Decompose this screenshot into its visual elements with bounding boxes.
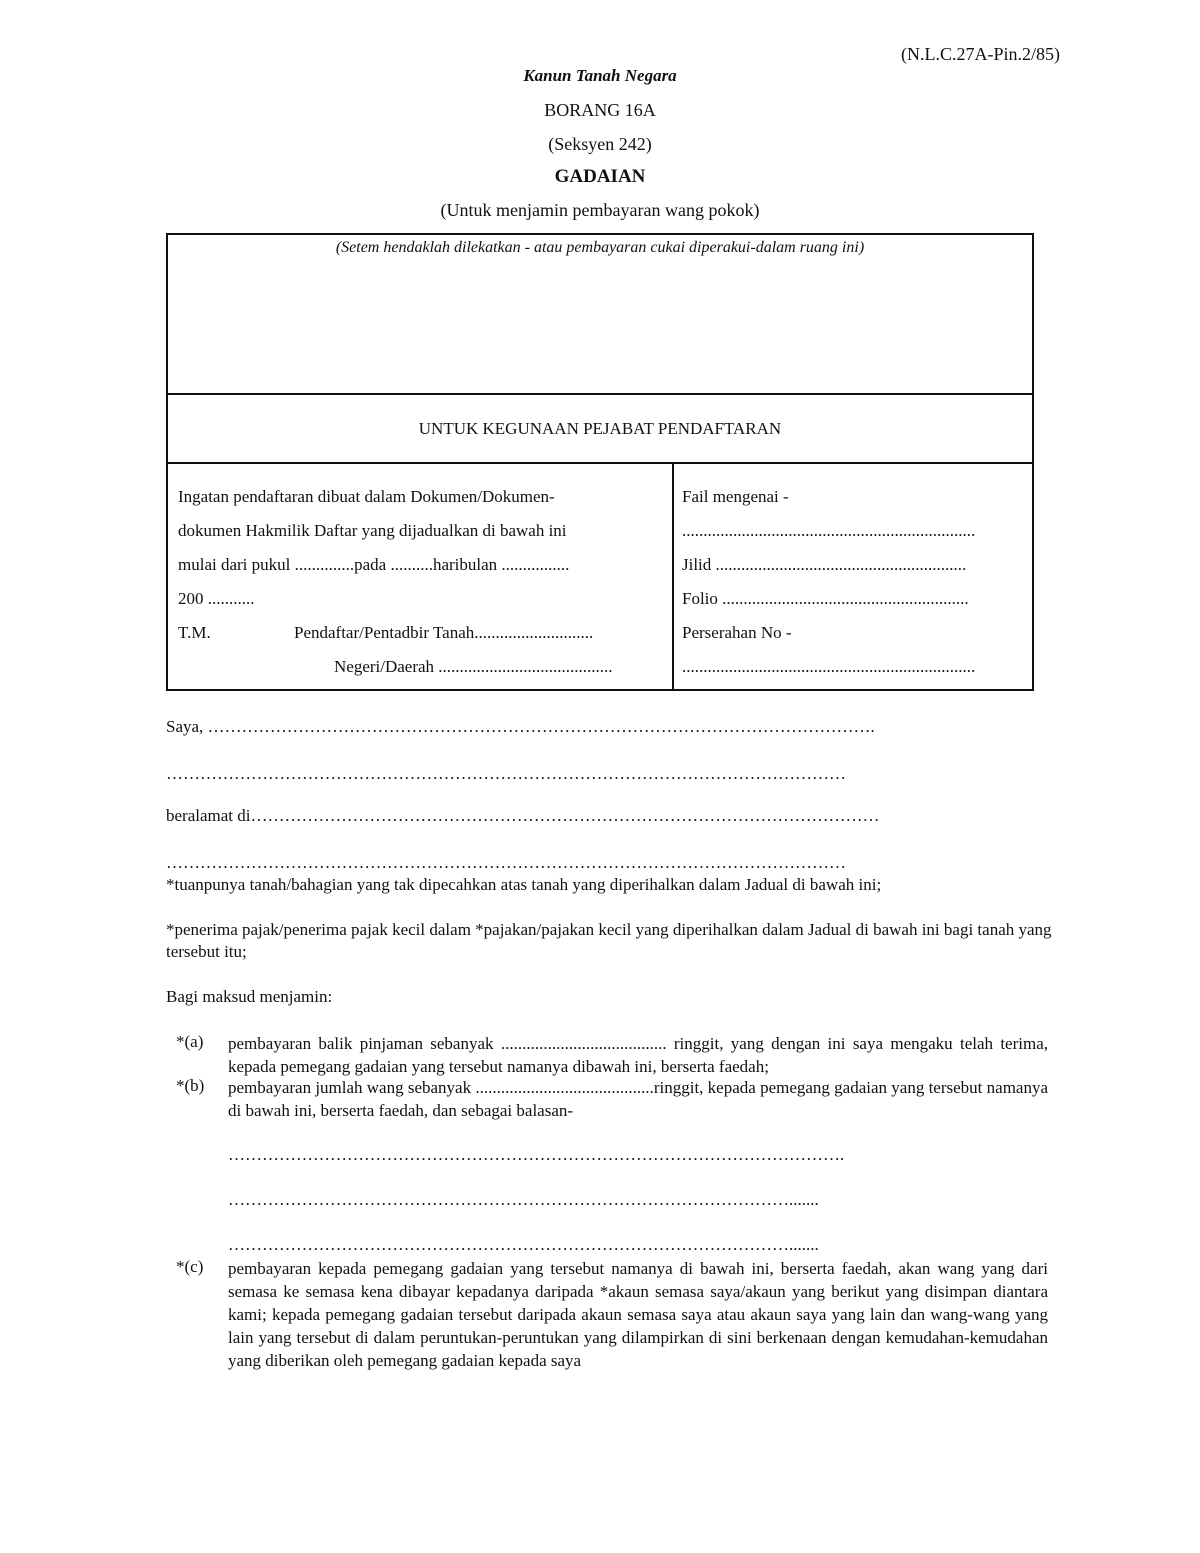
- folio-line: Folio ..........................................................: [682, 589, 969, 608]
- stamp-box: [166, 233, 1034, 395]
- memorial-time-line: mulai dari pukul ..............pada ..........haribulan ................: [178, 555, 570, 574]
- memorial-line: dokumen Hakmilik Daftar yang dijadualkan di bawah ini: [178, 521, 567, 540]
- presentation-number-dots: .....................................................................: [682, 657, 976, 676]
- seal-label: T.M.: [178, 623, 211, 642]
- consideration-line: ……………………………………………………………………………………….......: [228, 1190, 819, 1209]
- consideration-line: ……………………………………………………………………………………………….: [228, 1145, 845, 1164]
- address-continuation-line: …………………………………………………………………………………………………………: [166, 853, 846, 872]
- presentation-number-label: Perserahan No -: [682, 623, 792, 642]
- form-number: BORANG 16A: [544, 100, 656, 120]
- name-line: Saya, ……………………………………………………………………………………………………….: [166, 717, 875, 736]
- clause-b-text: pembayaran jumlah wang sebanyak ..........................................ringgit, kepada pemegang gadaian yang tersebut namanya di bawah ini, berserta faedah, dan sebagai balasan-: [228, 1078, 1049, 1120]
- clause-a-text: pembayaran balik pinjaman sebanyak ....................................... ringgit, yang dengan ini saya mengaku telah terima, kepada pemegang gadaian yang tersebut namanya dibawah ini, berserta faedah;: [228, 1034, 1048, 1076]
- act-title: Kanun Tanah Negara: [523, 66, 677, 85]
- volume-line: Jilid ...........................................................: [682, 555, 967, 574]
- owner-option: *tuanpunya tanah/bahagian yang tak dipecahkan atas tanah yang diperihalkan dalam Jadual di bawah ini;: [166, 875, 882, 894]
- purpose-intro: Bagi maksud menjamin:: [166, 987, 333, 1006]
- registry-heading-box: [166, 393, 1034, 464]
- memorial-line: Ingatan pendaftaran dibuat dalam Dokumen/Dokumen-: [178, 487, 555, 506]
- registry-heading: UNTUK KEGUNAAN PEJABAT PENDAFTARAN: [418, 419, 782, 438]
- clause-b-label: *(b): [176, 1076, 205, 1095]
- memorial-year-line: 200 ...........: [178, 589, 255, 608]
- registry-file-box: [672, 462, 1034, 691]
- clause-c-label: *(c): [176, 1257, 204, 1276]
- clause-c-text: pembayaran kepada pemegang gadaian yang tersebut namanya di bawah ini, berserta faedah, akan wang yang dari semasa ke semasa kena dibayar kepadanya daripada *akaun semasa saya/akaun yang berikut yang disimpan diantara kami; kepada pemegang gadaian tersebut daripada akaun semasa saya atau akaun saya yang lain dan wang-wang yang lain yang tersebut di dalam peruntukan-peruntukan yang dilampirkan di sini berkenaan dengan kemudahan-kemudahan yang diberikan oleh pemegang gadaian kepada saya: [228, 1259, 1048, 1370]
- section-reference: (Seksyen 242): [548, 134, 652, 154]
- registrar-signature-line: Pendaftar/Pentadbir Tanah............................: [294, 623, 594, 642]
- clause-a-label: *(a): [176, 1032, 204, 1051]
- stamp-note: (Setem hendaklah dilekatkan - atau pembayaran cukai diperakui-dalam ruang ini): [335, 239, 865, 256]
- name-continuation-line: …………………………………………………………………………………………………………: [166, 764, 846, 783]
- document-purpose: (Untuk menjamin pembayaran wang pokok): [440, 200, 760, 220]
- file-reference-label: Fail mengenai -: [682, 487, 789, 506]
- consideration-line: ……………………………………………………………………………………….......: [228, 1235, 819, 1254]
- form-reference-code: (N.L.C.27A-Pin.2/85): [901, 44, 1060, 64]
- address-line: beralamat di…………………………………………………………………………………………………: [166, 806, 880, 825]
- file-reference-dots: .....................................................................: [682, 521, 976, 540]
- lessee-option: *penerima pajak/penerima pajak kecil dalam *pajakan/pajakan kecil yang diperihalkan dalam Jadual di bawah ini bagi tanah yang tersebut itu;: [166, 920, 1052, 961]
- document-title: GADAIAN: [554, 166, 646, 187]
- state-district-line: Negeri/Daerah .........................................: [334, 657, 613, 676]
- registry-memorial-box: [166, 462, 674, 691]
